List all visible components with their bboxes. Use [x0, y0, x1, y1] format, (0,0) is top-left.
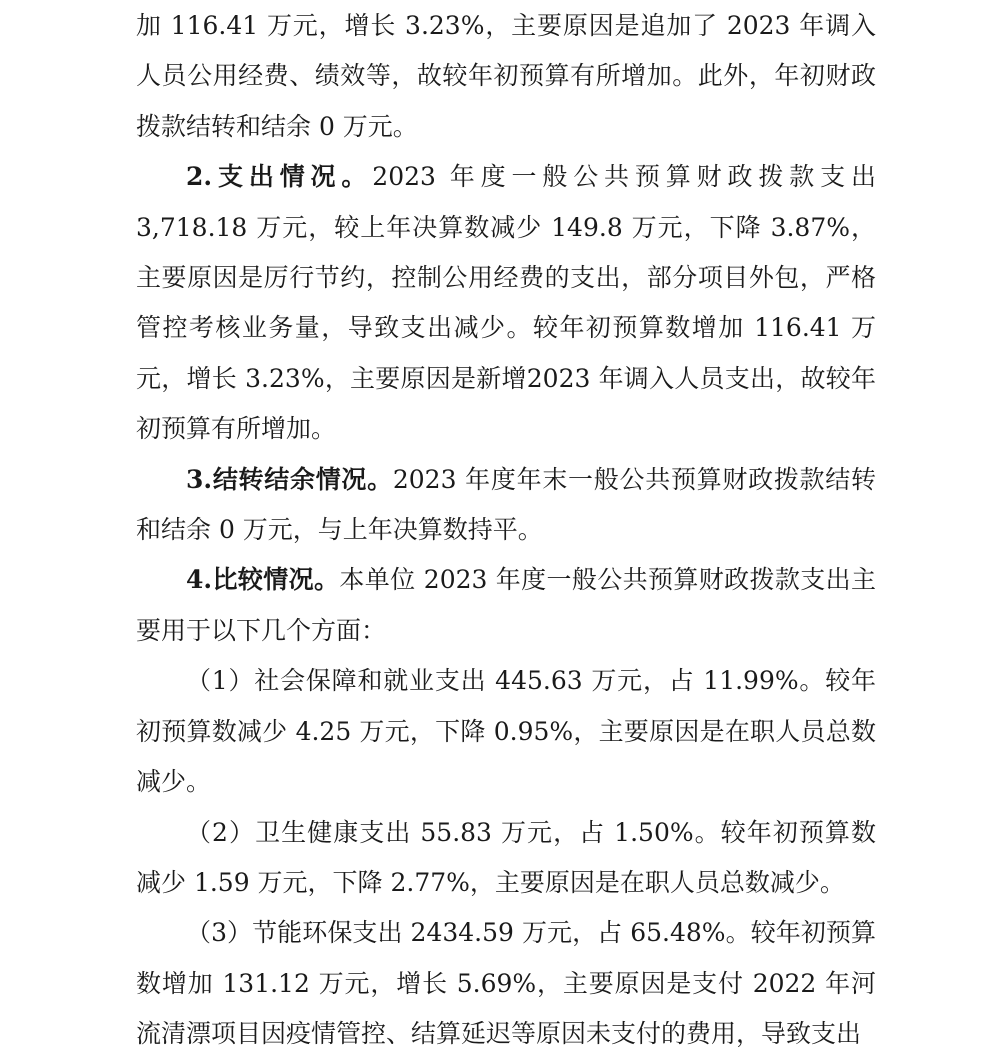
- list-item-social-security: [136, 656, 876, 807]
- list-item-health: [136, 808, 876, 909]
- list-item-energy-environment: [136, 908, 876, 1059]
- paragraph-comparison: [136, 555, 876, 656]
- paragraph-text: 加 116.41 万元，增长 3.23%，主要原因是追加了 2023 年调入人员公用经费、绩效等，故较年初预算有所增加。此外，年初财政拨款结转和结余 0 万元。: [136, 11, 876, 141]
- section-heading-carryover: 3.结转结余情况。: [186, 464, 393, 494]
- paragraph-text: 2023 年度年末一般公共预算财政拨款结转和结余 0 万元，与上年决算数持平。: [136, 464, 876, 545]
- paragraph-text: 本单位 2023 年度一般公共预算财政拨款支出主要用于以下几个方面：: [136, 565, 876, 645]
- paragraph-text: （2）卫生健康支出 55.83 万元，占 1.50%。较年初预算数减少 1.59 万元，下降 2.77%，主要原因是在职人员总数减少。: [136, 817, 876, 897]
- section-heading-expenditure: 2.支出情况。: [186, 162, 373, 192]
- paragraph-text: 2023 年度一般公共预算财政拨款支出 3,718.18 万元，较上年决算数减少 149.8 万元，下降 3.87%，主要原因是厉行节约，控制公用经费的支出，部分项目外包，严格管控考核业务量，导致支出减少。较年初预算数增加 116.41 万元，增长 3.23%，主要原因是新增2023 年调入人员支出，故较年初预算有所增加。: [136, 162, 876, 444]
- paragraph-continuation: [136, 1, 876, 152]
- section-heading-comparison: 4.比较情况。: [186, 565, 340, 595]
- paragraph-expenditure: [136, 152, 876, 454]
- paragraph-text: （3）节能环保支出 2434.59 万元，占 65.48%。较年初预算数增加 131.12 万元，增长 5.69%，主要原因是支付 2022 年河流清漂项目因疫情管控、结算延迟等原因未支付的费用，导致支出: [136, 918, 876, 1049]
- body-text: [136, 0, 876, 1059]
- paragraph-carryover: [136, 455, 876, 556]
- paragraph-text: （1）社会保障和就业支出 445.63 万元，占 11.99%。较年初预算数减少 4.25 万元，下降 0.95%，主要原因是在职人员总数减少。: [136, 666, 876, 797]
